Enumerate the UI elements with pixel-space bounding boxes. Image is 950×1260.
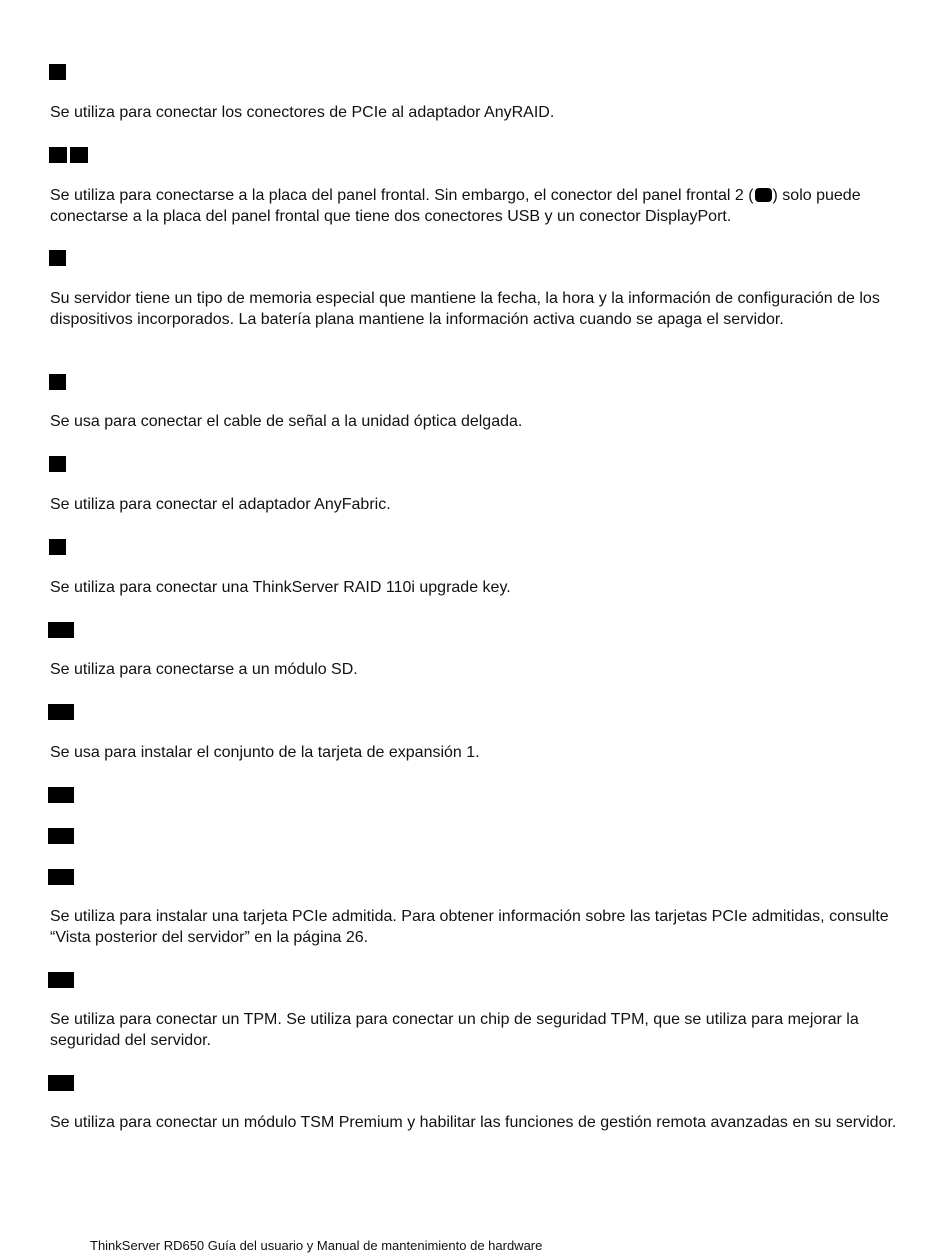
front-panel-text-end: ) solo puede conectarse a la placa del panel frontal que tiene dos conectores USB y un conector DisplayPort. [50,187,861,225]
inline-callout-marker [755,188,772,202]
description-pcie-card: Se utiliza para instalar una tarjeta PCIe admitida. Para obtener información sobre las tarjetas PCIe admitidas, consulte “Vista posterior del servidor” en la página 26. [50,908,889,946]
callout-marker-pair [49,147,88,163]
callout-marker [48,828,74,844]
callout-marker [70,147,88,163]
description-tsm-premium: Se utiliza para conectar un módulo TSM Premium y habilitar las funciones de gestión remota avanzadas en su servidor. [50,1114,897,1131]
callout-marker [48,869,74,885]
callout-marker [48,622,74,638]
description-raid-key: Se utiliza para conectar una ThinkServer RAID 110i upgrade key. [50,579,511,596]
callout-marker [48,972,74,988]
description-sd-module: Se utiliza para conectarse a un módulo SD. [50,661,358,678]
callout-marker [49,147,67,163]
front-panel-text-start: Se utiliza para conectarse a la placa del panel frontal. Sin embargo, el conector del panel frontal 2 ( [50,187,754,204]
page-footer: ThinkServer RD650 Guía del usuario y Manual de mantenimiento de hardware [90,1238,543,1253]
description-anyraid-pcie: Se utiliza para conectar los conectores de PCIe al adaptador AnyRAID. [50,104,555,121]
description-anyfabric: Se utiliza para conectar el adaptador AnyFabric. [50,496,391,513]
callout-marker [49,250,66,266]
callout-marker [49,374,66,390]
callout-marker [48,1075,74,1091]
callout-marker [48,787,74,803]
description-memory-battery: Su servidor tiene un tipo de memoria especial que mantiene la fecha, la hora y la información de configuración de los dispositivos incorporados. La batería plana mantiene la información activa cuando se apaga el servidor. [50,290,880,328]
callout-marker [48,704,74,720]
callout-marker [49,539,66,555]
description-front-panel [50,185,900,227]
description-tpm: Se utiliza para conectar un TPM. Se utiliza para conectar un chip de seguridad TPM, que se utiliza para mejorar la seguridad del servidor. [50,1011,859,1049]
callout-marker [49,456,66,472]
description-riser-1: Se usa para instalar el conjunto de la tarjeta de expansión 1. [50,744,480,761]
callout-marker [49,64,66,80]
description-optical-drive: Se usa para conectar el cable de señal a la unidad óptica delgada. [50,413,523,430]
